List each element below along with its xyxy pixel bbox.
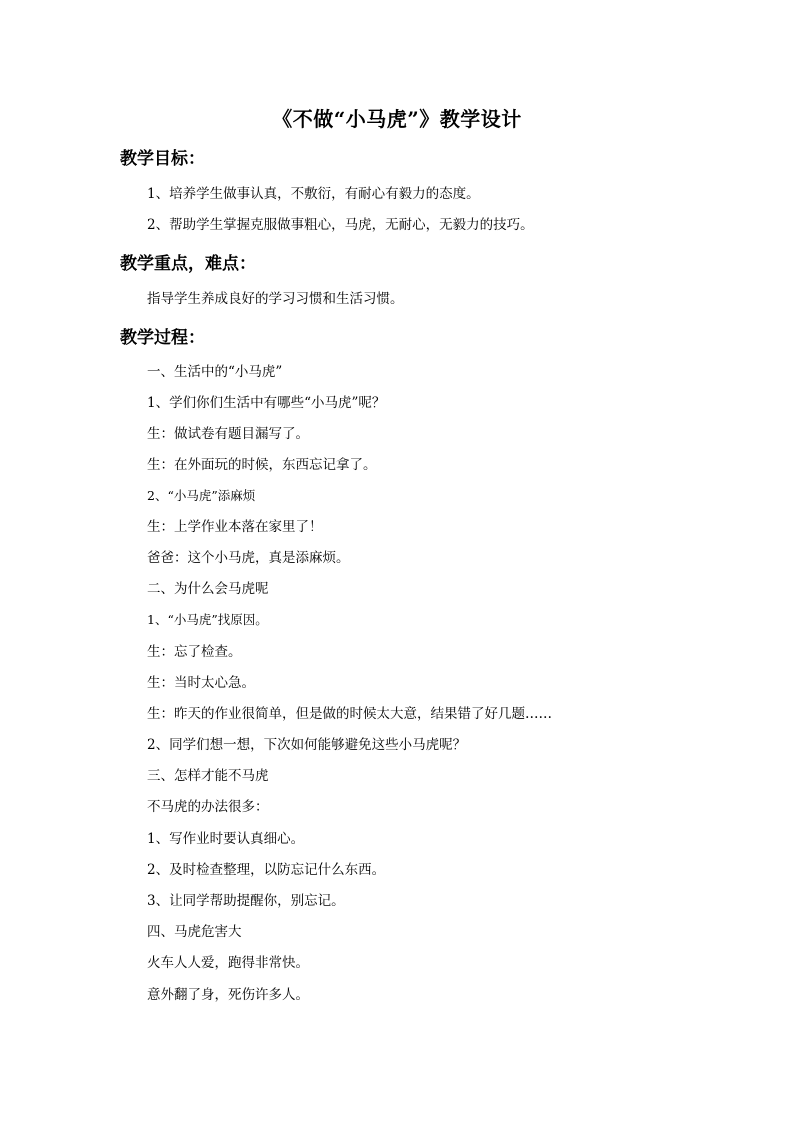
objective-item: 1、培养学生做事认真，不敷衍，有耐心有毅力的态度。 <box>147 186 480 202</box>
document-title: 《不做“小马虎”》教学设计 <box>272 107 522 131</box>
process-line: 2、“小马虎”添麻烦 <box>147 488 256 503</box>
process-line: 四、马虎危害大 <box>147 924 242 940</box>
process-line: 生：在外面玩的时候，东西忘记拿了。 <box>147 457 377 473</box>
process-line: 生：做试卷有题目漏写了。 <box>147 426 309 442</box>
process-line: 二、为什么会马虎呢 <box>147 581 269 597</box>
process-line: 生：当时太心急。 <box>147 675 255 691</box>
process-line: 生：昨天的作业很简单，但是做的时候太大意，结果错了好几题…… <box>147 706 552 722</box>
process-line: 三、怎样才能不马虎 <box>147 768 269 784</box>
process-line: 1、学们你们生活中有哪些“小马虎”呢？ <box>147 395 386 411</box>
heading-key-points: 教学重点，难点： <box>120 254 256 274</box>
key-point-item: 指导学生养成良好的学习习惯和生活习惯。 <box>147 291 404 307</box>
process-line: 生：上学作业本落在家里了！ <box>147 519 323 535</box>
heading-process: 教学过程： <box>120 328 205 348</box>
process-line: 意外翻了身，死伤许多人。 <box>147 987 309 1003</box>
process-line: 2、及时检查整理，以防忘记什么东西。 <box>147 862 386 878</box>
process-line: 生：忘了检查。 <box>147 644 242 660</box>
process-line: 1、写作业时要认真细心。 <box>147 831 305 847</box>
process-line: 一、生活中的“小马虎” <box>147 364 283 380</box>
process-line: 1、“小马虎”找原因。 <box>147 612 268 627</box>
process-line: 3、让同学帮助提醒你，别忘记。 <box>147 893 345 909</box>
process-line: 火车人人爱，跑得非常快。 <box>147 955 309 971</box>
process-line: 不马虎的办法很多： <box>147 799 269 815</box>
process-line: 2、同学们想一想，下次如何能够避免这些小马虎呢？ <box>147 737 467 753</box>
heading-objectives: 教学目标： <box>120 149 205 169</box>
objective-item: 2、帮助学生掌握克服做事粗心，马虎，无耐心，无毅力的技巧。 <box>147 217 534 233</box>
process-line: 爸爸：这个小马虎，真是添麻烦。 <box>147 550 350 566</box>
